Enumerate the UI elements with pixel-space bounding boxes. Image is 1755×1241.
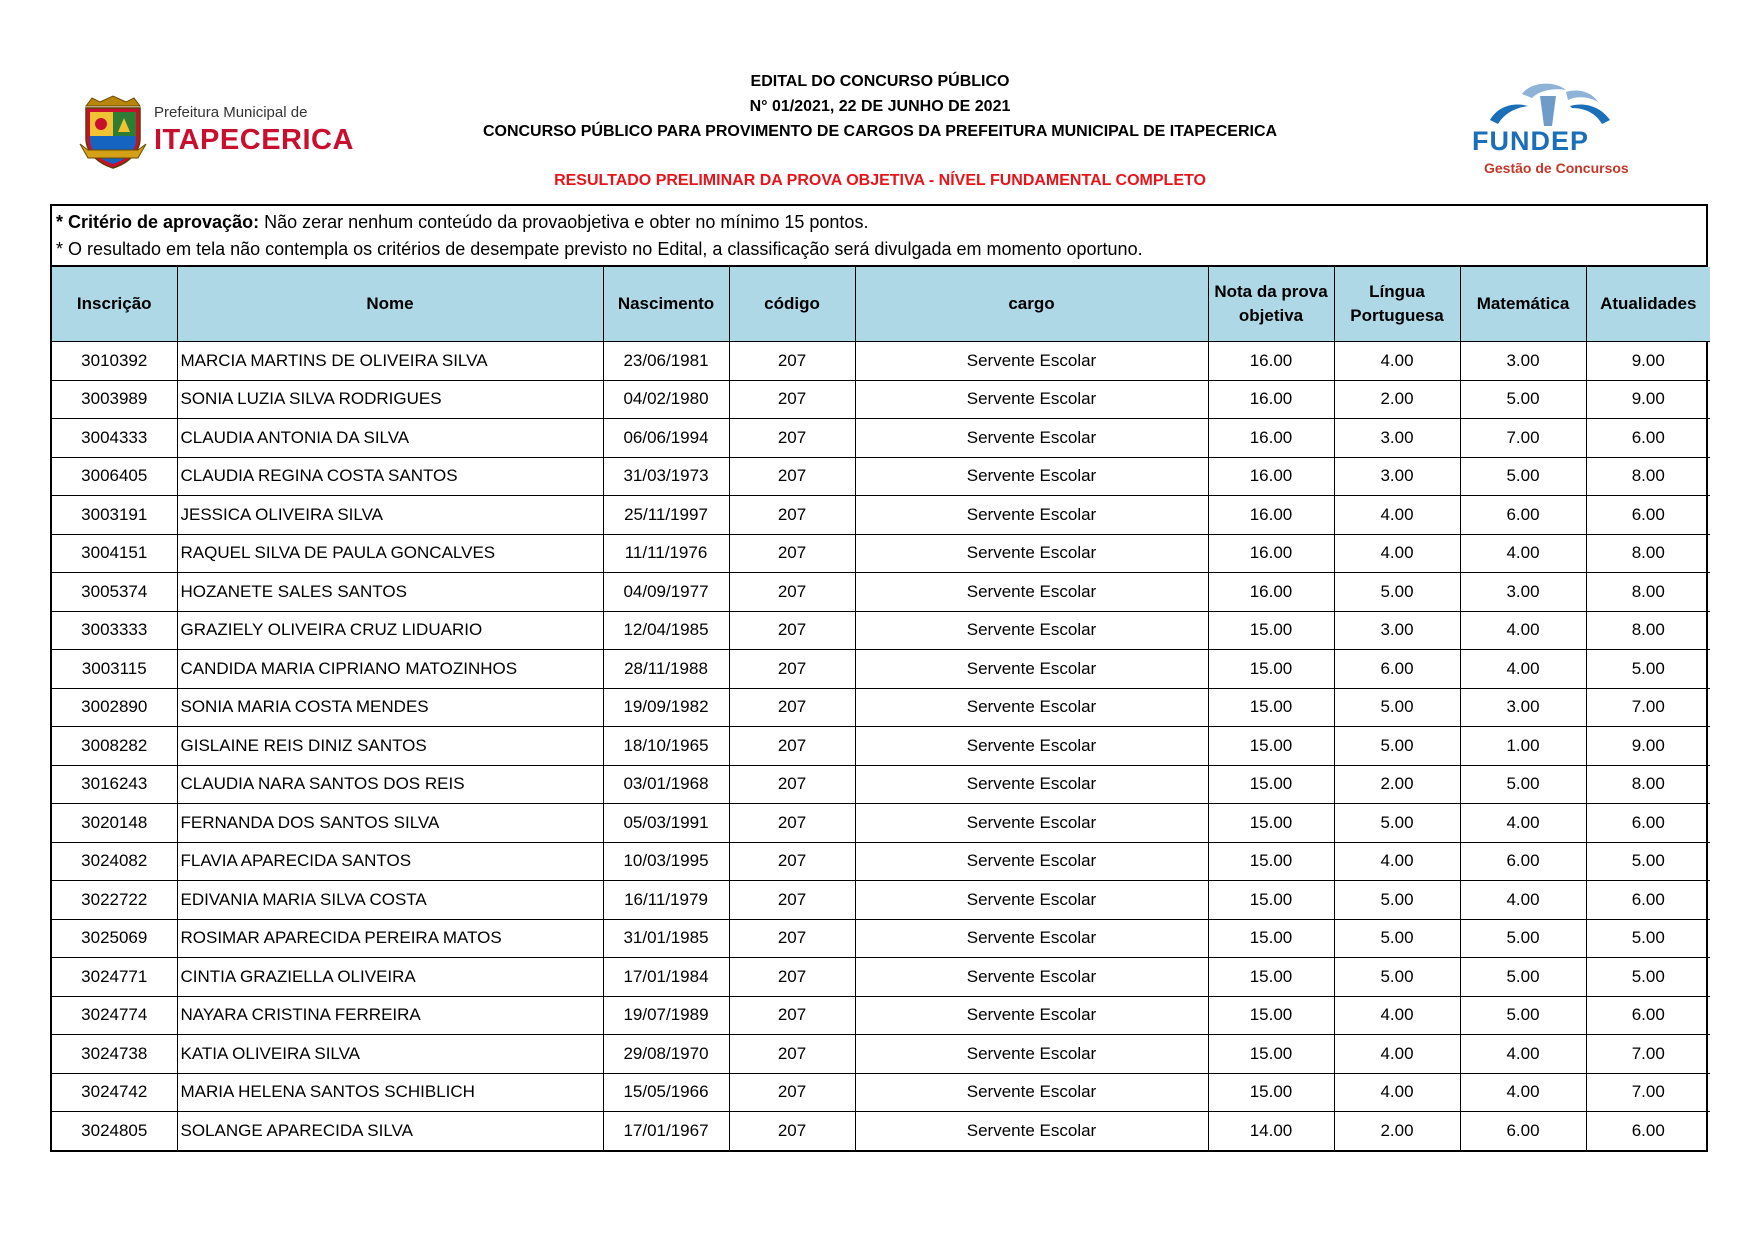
cell-lingua-portuguesa: 5.00 <box>1334 573 1460 612</box>
cell-nota-objetiva: 15.00 <box>1208 1073 1334 1112</box>
cell-atualidades: 8.00 <box>1586 457 1710 496</box>
cell-cargo: Servente Escolar <box>855 765 1208 804</box>
cell-nome: RAQUEL SILVA DE PAULA GONCALVES <box>177 534 603 573</box>
column-header-matematica: Matemática <box>1460 267 1586 342</box>
cell-matematica: 5.00 <box>1460 919 1586 958</box>
cell-nome: CANDIDA MARIA CIPRIANO MATOZINHOS <box>177 650 603 689</box>
cell-matematica: 4.00 <box>1460 611 1586 650</box>
results-table-container <box>50 204 1708 1152</box>
cell-inscricao: 3016243 <box>52 765 177 804</box>
cell-nota-objetiva: 15.00 <box>1208 650 1334 689</box>
cell-cargo: Servente Escolar <box>855 419 1208 458</box>
document-title <box>430 69 1330 144</box>
cell-matematica: 4.00 <box>1460 881 1586 920</box>
cell-lingua-portuguesa: 5.00 <box>1334 804 1460 843</box>
column-header-lingua-portuguesa: Língua Portuguesa <box>1334 267 1460 342</box>
cell-nota-objetiva: 14.00 <box>1208 1112 1334 1150</box>
cell-codigo: 207 <box>729 804 855 843</box>
column-header-inscricao: Inscrição <box>52 267 177 342</box>
table-row <box>52 804 1710 843</box>
table-row <box>52 380 1710 419</box>
cell-codigo: 207 <box>729 996 855 1035</box>
cell-nascimento: 11/11/1976 <box>603 534 729 573</box>
table-row <box>52 573 1710 612</box>
cell-codigo: 207 <box>729 881 855 920</box>
cell-matematica: 7.00 <box>1460 419 1586 458</box>
table-row <box>52 1035 1710 1074</box>
cell-codigo: 207 <box>729 611 855 650</box>
cell-cargo: Servente Escolar <box>855 380 1208 419</box>
cell-nome: GISLAINE REIS DINIZ SANTOS <box>177 727 603 766</box>
cell-nota-objetiva: 16.00 <box>1208 380 1334 419</box>
cell-nota-objetiva: 15.00 <box>1208 727 1334 766</box>
cell-nome: EDIVANIA MARIA SILVA COSTA <box>177 881 603 920</box>
cell-inscricao: 3003333 <box>52 611 177 650</box>
cell-nascimento: 04/09/1977 <box>603 573 729 612</box>
cell-cargo: Servente Escolar <box>855 1112 1208 1150</box>
cell-nota-objetiva: 15.00 <box>1208 804 1334 843</box>
cell-cargo: Servente Escolar <box>855 534 1208 573</box>
cell-lingua-portuguesa: 4.00 <box>1334 1035 1460 1074</box>
cell-inscricao: 3025069 <box>52 919 177 958</box>
cell-inscricao: 3003989 <box>52 380 177 419</box>
table-row <box>52 996 1710 1035</box>
table-row <box>52 958 1710 997</box>
title-line-3: CONCURSO PÚBLICO PARA PROVIMENTO DE CARGOS DA PREFEITURA MUNICIPAL DE ITAPECERICA <box>482 123 1278 140</box>
table-row <box>52 688 1710 727</box>
cell-cargo: Servente Escolar <box>855 1073 1208 1112</box>
cell-lingua-portuguesa: 2.00 <box>1334 765 1460 804</box>
cell-inscricao: 3003191 <box>52 496 177 535</box>
title-line-1: EDITAL DO CONCURSO PÚBLICO <box>750 73 1010 90</box>
table-row <box>52 611 1710 650</box>
cell-atualidades: 6.00 <box>1586 1112 1710 1150</box>
cell-matematica: 3.00 <box>1460 342 1586 381</box>
cell-atualidades: 8.00 <box>1586 611 1710 650</box>
cell-lingua-portuguesa: 2.00 <box>1334 380 1460 419</box>
cell-lingua-portuguesa: 4.00 <box>1334 996 1460 1035</box>
cell-lingua-portuguesa: 2.00 <box>1334 1112 1460 1150</box>
cell-nota-objetiva: 15.00 <box>1208 688 1334 727</box>
cell-atualidades: 8.00 <box>1586 534 1710 573</box>
cell-nome: CLAUDIA REGINA COSTA SANTOS <box>177 457 603 496</box>
cell-atualidades: 6.00 <box>1586 804 1710 843</box>
cell-inscricao: 3024082 <box>52 842 177 881</box>
fundep-tagline: Gestão de Concursos <box>1484 160 1629 176</box>
cell-nome: SOLANGE APARECIDA SILVA <box>177 1112 603 1150</box>
cell-codigo: 207 <box>729 419 855 458</box>
cell-inscricao: 3022722 <box>52 881 177 920</box>
table-row <box>52 534 1710 573</box>
cell-nascimento: 15/05/1966 <box>603 1073 729 1112</box>
cell-atualidades: 5.00 <box>1586 919 1710 958</box>
cell-nome: KATIA OLIVEIRA SILVA <box>177 1035 603 1074</box>
cell-atualidades: 6.00 <box>1586 996 1710 1035</box>
table-row <box>52 419 1710 458</box>
cell-inscricao: 3006405 <box>52 457 177 496</box>
cell-cargo: Servente Escolar <box>855 881 1208 920</box>
column-header-cargo: cargo <box>855 267 1208 342</box>
approval-notes <box>52 206 1706 267</box>
cell-atualidades: 7.00 <box>1586 1073 1710 1112</box>
fundep-mark-icon <box>1470 80 1630 130</box>
cell-inscricao: 3005374 <box>52 573 177 612</box>
cell-codigo: 207 <box>729 457 855 496</box>
cell-matematica: 6.00 <box>1460 1112 1586 1150</box>
cell-matematica: 4.00 <box>1460 650 1586 689</box>
cell-cargo: Servente Escolar <box>855 842 1208 881</box>
column-header-nota-objetiva: Nota da prova objetiva <box>1208 267 1334 342</box>
cell-inscricao: 3010392 <box>52 342 177 381</box>
fundep-wordmark: FUNDEP <box>1472 126 1590 156</box>
cell-atualidades: 6.00 <box>1586 419 1710 458</box>
cell-nascimento: 16/11/1979 <box>603 881 729 920</box>
document-subtitle: RESULTADO PRELIMINAR DA PROVA OBJETIVA - NÍVEL FUNDAMENTAL COMPLETO <box>554 172 1206 189</box>
cell-nome: MARCIA MARTINS DE OLIVEIRA SILVA <box>177 342 603 381</box>
results-table <box>52 267 1710 1150</box>
cell-nascimento: 10/03/1995 <box>603 842 729 881</box>
cell-nome: JESSICA OLIVEIRA SILVA <box>177 496 603 535</box>
cell-atualidades: 5.00 <box>1586 842 1710 881</box>
cell-matematica: 5.00 <box>1460 380 1586 419</box>
cell-inscricao: 3024805 <box>52 1112 177 1150</box>
cell-lingua-portuguesa: 3.00 <box>1334 457 1460 496</box>
cell-lingua-portuguesa: 4.00 <box>1334 1073 1460 1112</box>
cell-matematica: 6.00 <box>1460 496 1586 535</box>
cell-nascimento: 12/04/1985 <box>603 611 729 650</box>
cell-cargo: Servente Escolar <box>855 342 1208 381</box>
cell-nascimento: 05/03/1991 <box>603 804 729 843</box>
cell-lingua-portuguesa: 5.00 <box>1334 881 1460 920</box>
cell-nome: FLAVIA APARECIDA SANTOS <box>177 842 603 881</box>
cell-nascimento: 29/08/1970 <box>603 1035 729 1074</box>
column-header-atualidades: Atualidades <box>1586 267 1710 342</box>
column-header-nome: Nome <box>177 267 603 342</box>
cell-atualidades: 5.00 <box>1586 958 1710 997</box>
cell-cargo: Servente Escolar <box>855 958 1208 997</box>
cell-matematica: 5.00 <box>1460 996 1586 1035</box>
cell-atualidades: 7.00 <box>1586 1035 1710 1074</box>
title-line-2: N° 01/2021, 22 DE JUNHO DE 2021 <box>749 98 1011 115</box>
cell-nota-objetiva: 16.00 <box>1208 496 1334 535</box>
cell-cargo: Servente Escolar <box>855 727 1208 766</box>
cell-cargo: Servente Escolar <box>855 804 1208 843</box>
cell-inscricao: 3024738 <box>52 1035 177 1074</box>
cell-nascimento: 03/01/1968 <box>603 765 729 804</box>
cell-nascimento: 31/03/1973 <box>603 457 729 496</box>
table-header-row <box>52 267 1710 342</box>
table-row <box>52 727 1710 766</box>
cell-inscricao: 3004151 <box>52 534 177 573</box>
cell-codigo: 207 <box>729 1073 855 1112</box>
cell-nota-objetiva: 16.00 <box>1208 342 1334 381</box>
cell-codigo: 207 <box>729 958 855 997</box>
cell-atualidades: 6.00 <box>1586 881 1710 920</box>
note-line-1 <box>56 209 1702 236</box>
cell-codigo: 207 <box>729 765 855 804</box>
column-header-nascimento: Nascimento <box>603 267 729 342</box>
cell-nascimento: 17/01/1984 <box>603 958 729 997</box>
cell-codigo: 207 <box>729 1112 855 1150</box>
cell-atualidades: 8.00 <box>1586 765 1710 804</box>
cell-nota-objetiva: 15.00 <box>1208 919 1334 958</box>
cell-matematica: 5.00 <box>1460 457 1586 496</box>
cell-atualidades: 9.00 <box>1586 727 1710 766</box>
cell-nota-objetiva: 15.00 <box>1208 611 1334 650</box>
logo-left-big-text: ITAPECERICA <box>154 124 354 156</box>
cell-cargo: Servente Escolar <box>855 996 1208 1035</box>
cell-lingua-portuguesa: 5.00 <box>1334 727 1460 766</box>
cell-codigo: 207 <box>729 380 855 419</box>
note-criteria-label: * Critério de aprovação: <box>56 212 260 232</box>
cell-atualidades: 7.00 <box>1586 688 1710 727</box>
cell-lingua-portuguesa: 3.00 <box>1334 419 1460 458</box>
table-row <box>52 842 1710 881</box>
cell-matematica: 4.00 <box>1460 1073 1586 1112</box>
cell-nota-objetiva: 15.00 <box>1208 996 1334 1035</box>
cell-codigo: 207 <box>729 573 855 612</box>
cell-nome: MARIA HELENA SANTOS SCHIBLICH <box>177 1073 603 1112</box>
cell-inscricao: 3024774 <box>52 996 177 1035</box>
cell-inscricao: 3020148 <box>52 804 177 843</box>
cell-nascimento: 18/10/1965 <box>603 727 729 766</box>
table-row <box>52 1073 1710 1112</box>
cell-nota-objetiva: 15.00 <box>1208 1035 1334 1074</box>
cell-matematica: 4.00 <box>1460 804 1586 843</box>
cell-lingua-portuguesa: 4.00 <box>1334 842 1460 881</box>
cell-cargo: Servente Escolar <box>855 1035 1208 1074</box>
cell-codigo: 207 <box>729 496 855 535</box>
cell-nome: FERNANDA DOS SANTOS SILVA <box>177 804 603 843</box>
cell-codigo: 207 <box>729 727 855 766</box>
cell-nascimento: 06/06/1994 <box>603 419 729 458</box>
note-line-2: * O resultado em tela não contempla os critérios de desempate previsto no Edital, a classificação será divulgada em momento oportuno. <box>56 239 1143 259</box>
coat-of-arms-icon <box>78 92 148 170</box>
cell-atualidades: 5.00 <box>1586 650 1710 689</box>
cell-nota-objetiva: 16.00 <box>1208 534 1334 573</box>
cell-lingua-portuguesa: 4.00 <box>1334 496 1460 535</box>
cell-nome: HOZANETE SALES SANTOS <box>177 573 603 612</box>
cell-codigo: 207 <box>729 342 855 381</box>
cell-matematica: 3.00 <box>1460 688 1586 727</box>
cell-nome: ROSIMAR APARECIDA PEREIRA MATOS <box>177 919 603 958</box>
cell-nascimento: 31/01/1985 <box>603 919 729 958</box>
cell-inscricao: 3002890 <box>52 688 177 727</box>
prefeitura-logo <box>78 92 354 172</box>
document-header <box>0 0 1755 200</box>
cell-lingua-portuguesa: 6.00 <box>1334 650 1460 689</box>
note-criteria-text: Não zerar nenhum conteúdo da provaobjetiva e obter no mínimo 15 pontos. <box>259 212 869 232</box>
logo-left-small-text: Prefeitura Municipal de <box>154 104 308 121</box>
cell-matematica: 5.00 <box>1460 958 1586 997</box>
table-row <box>52 650 1710 689</box>
cell-cargo: Servente Escolar <box>855 650 1208 689</box>
cell-nascimento: 04/02/1980 <box>603 380 729 419</box>
table-row <box>52 919 1710 958</box>
cell-nota-objetiva: 15.00 <box>1208 765 1334 804</box>
cell-nota-objetiva: 16.00 <box>1208 457 1334 496</box>
cell-nome: CLAUDIA ANTONIA DA SILVA <box>177 419 603 458</box>
cell-matematica: 4.00 <box>1460 534 1586 573</box>
cell-atualidades: 6.00 <box>1586 496 1710 535</box>
table-row <box>52 1112 1710 1150</box>
cell-nascimento: 23/06/1981 <box>603 342 729 381</box>
table-row <box>52 496 1710 535</box>
cell-codigo: 207 <box>729 842 855 881</box>
cell-codigo: 207 <box>729 688 855 727</box>
cell-lingua-portuguesa: 5.00 <box>1334 919 1460 958</box>
cell-atualidades: 9.00 <box>1586 342 1710 381</box>
cell-inscricao: 3024771 <box>52 958 177 997</box>
cell-lingua-portuguesa: 5.00 <box>1334 958 1460 997</box>
cell-matematica: 4.00 <box>1460 1035 1586 1074</box>
cell-atualidades: 8.00 <box>1586 573 1710 612</box>
cell-codigo: 207 <box>729 1035 855 1074</box>
cell-matematica: 3.00 <box>1460 573 1586 612</box>
cell-inscricao: 3003115 <box>52 650 177 689</box>
cell-nome: NAYARA CRISTINA FERREIRA <box>177 996 603 1035</box>
cell-nota-objetiva: 16.00 <box>1208 419 1334 458</box>
cell-cargo: Servente Escolar <box>855 611 1208 650</box>
cell-nome: CINTIA GRAZIELLA OLIVEIRA <box>177 958 603 997</box>
cell-codigo: 207 <box>729 534 855 573</box>
cell-matematica: 1.00 <box>1460 727 1586 766</box>
cell-nascimento: 17/01/1967 <box>603 1112 729 1150</box>
table-row <box>52 457 1710 496</box>
cell-inscricao: 3004333 <box>52 419 177 458</box>
cell-codigo: 207 <box>729 919 855 958</box>
column-header-codigo: código <box>729 267 855 342</box>
cell-nascimento: 28/11/1988 <box>603 650 729 689</box>
cell-cargo: Servente Escolar <box>855 496 1208 535</box>
table-row <box>52 881 1710 920</box>
cell-cargo: Servente Escolar <box>855 457 1208 496</box>
cell-nascimento: 25/11/1997 <box>603 496 729 535</box>
cell-nota-objetiva: 15.00 <box>1208 842 1334 881</box>
cell-cargo: Servente Escolar <box>855 573 1208 612</box>
cell-matematica: 6.00 <box>1460 842 1586 881</box>
table-row <box>52 342 1710 381</box>
cell-nome: SONIA MARIA COSTA MENDES <box>177 688 603 727</box>
cell-codigo: 207 <box>729 650 855 689</box>
cell-lingua-portuguesa: 5.00 <box>1334 688 1460 727</box>
cell-cargo: Servente Escolar <box>855 919 1208 958</box>
cell-lingua-portuguesa: 4.00 <box>1334 342 1460 381</box>
cell-matematica: 5.00 <box>1460 765 1586 804</box>
cell-nota-objetiva: 15.00 <box>1208 881 1334 920</box>
cell-inscricao: 3008282 <box>52 727 177 766</box>
cell-nome: CLAUDIA NARA SANTOS DOS REIS <box>177 765 603 804</box>
cell-nascimento: 19/09/1982 <box>603 688 729 727</box>
cell-atualidades: 9.00 <box>1586 380 1710 419</box>
fundep-logo <box>1470 80 1630 180</box>
cell-nascimento: 19/07/1989 <box>603 996 729 1035</box>
cell-lingua-portuguesa: 4.00 <box>1334 534 1460 573</box>
cell-nota-objetiva: 16.00 <box>1208 573 1334 612</box>
cell-nome: GRAZIELY OLIVEIRA CRUZ LIDUARIO <box>177 611 603 650</box>
cell-cargo: Servente Escolar <box>855 688 1208 727</box>
cell-inscricao: 3024742 <box>52 1073 177 1112</box>
cell-nome: SONIA LUZIA SILVA RODRIGUES <box>177 380 603 419</box>
table-row <box>52 765 1710 804</box>
cell-lingua-portuguesa: 3.00 <box>1334 611 1460 650</box>
cell-nota-objetiva: 15.00 <box>1208 958 1334 997</box>
